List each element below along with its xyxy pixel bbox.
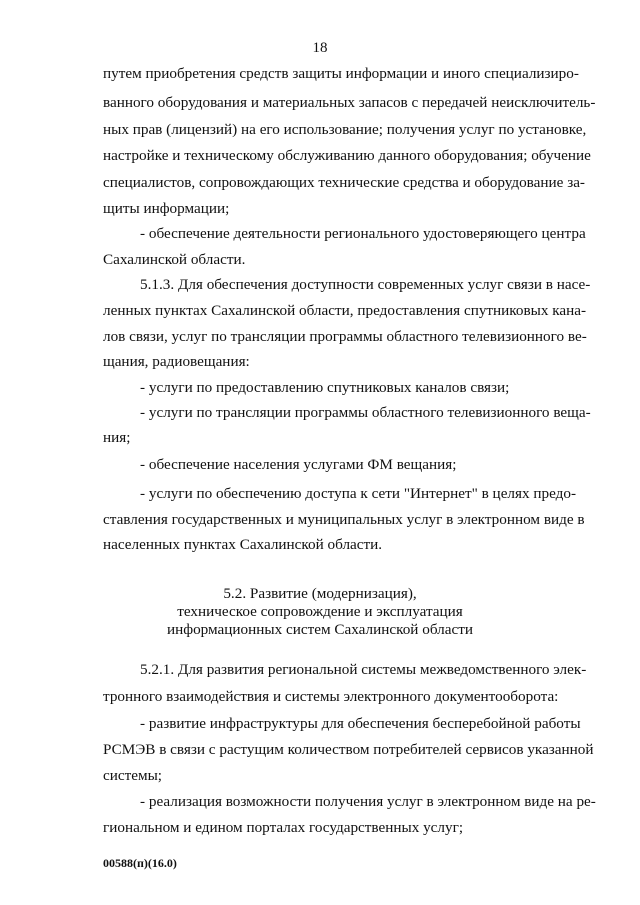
text-line: 5.2.1. Для развития региональной системы межведомственного элек- xyxy=(140,661,587,678)
section-heading-line: информационных систем Сахалинской области xyxy=(166,621,473,638)
text-line: населенных пунктах Сахалинской области. xyxy=(103,536,383,553)
text-line: гиональном и едином порталах государственных услуг; xyxy=(103,819,464,836)
text-line: - обеспечение деятельности регионального удостоверяющего центра xyxy=(140,225,586,242)
text-line: специалистов, сопровождающих технические средства и оборудование за- xyxy=(103,174,585,191)
text-line: системы; xyxy=(103,767,163,784)
section-heading-line: техническое сопровождение и эксплуатация xyxy=(177,603,463,620)
text-line: РСМЭВ в связи с растущим количеством потребителей сервисов указанной xyxy=(103,741,594,758)
text-line: путем приобретения средств защиты информации и иного специализиро- xyxy=(103,65,579,82)
text-line: - развитие инфраструктуры для обеспечения бесперебойной работы xyxy=(140,715,581,732)
text-line: ния; xyxy=(103,429,131,446)
text-line: - услуги по предоставлению спутниковых каналов связи; xyxy=(140,379,510,396)
document-code: 00588(п)(16.0) xyxy=(103,856,177,870)
section-heading-line: 5.2. Развитие (модернизация), xyxy=(223,585,417,602)
text-line: - услуги по обеспечению доступа к сети "Интернет" в целях предо- xyxy=(140,485,577,502)
text-line: ванного оборудования и материальных запасов с передачей неисключитель- xyxy=(103,94,596,111)
page-number: 18 xyxy=(312,40,328,56)
text-line: ленных пунктах Сахалинской области, предоставления спутниковых кана- xyxy=(103,302,587,319)
text-line: щиты информации; xyxy=(103,200,230,217)
text-line: Сахалинской области. xyxy=(103,251,246,268)
text-line: тронного взаимодействия и системы электронного документооборота: xyxy=(103,688,559,705)
text-line: - услуги по трансляции программы областного телевизионного веща- xyxy=(140,404,591,421)
text-line: - реализация возможности получения услуг в электронном виде на ре- xyxy=(140,793,596,810)
text-line: ставления государственных и муниципальных услуг в электронном виде в xyxy=(103,511,585,528)
text-line: щания, радиовещания: xyxy=(103,353,250,370)
text-line: ных прав (лицензий) на его использование; получения услуг по установке, xyxy=(103,121,587,138)
text-line: лов связи, услуг по трансляции программы областного телевизионного ве- xyxy=(103,328,587,345)
text-line: 5.1.3. Для обеспечения доступности современных услуг связи в насе- xyxy=(140,276,591,293)
text-line: - обеспечение населения услугами ФМ вещания; xyxy=(140,456,457,473)
text-line: настройке и техническому обслуживанию данного оборудования; обучение xyxy=(103,147,591,164)
